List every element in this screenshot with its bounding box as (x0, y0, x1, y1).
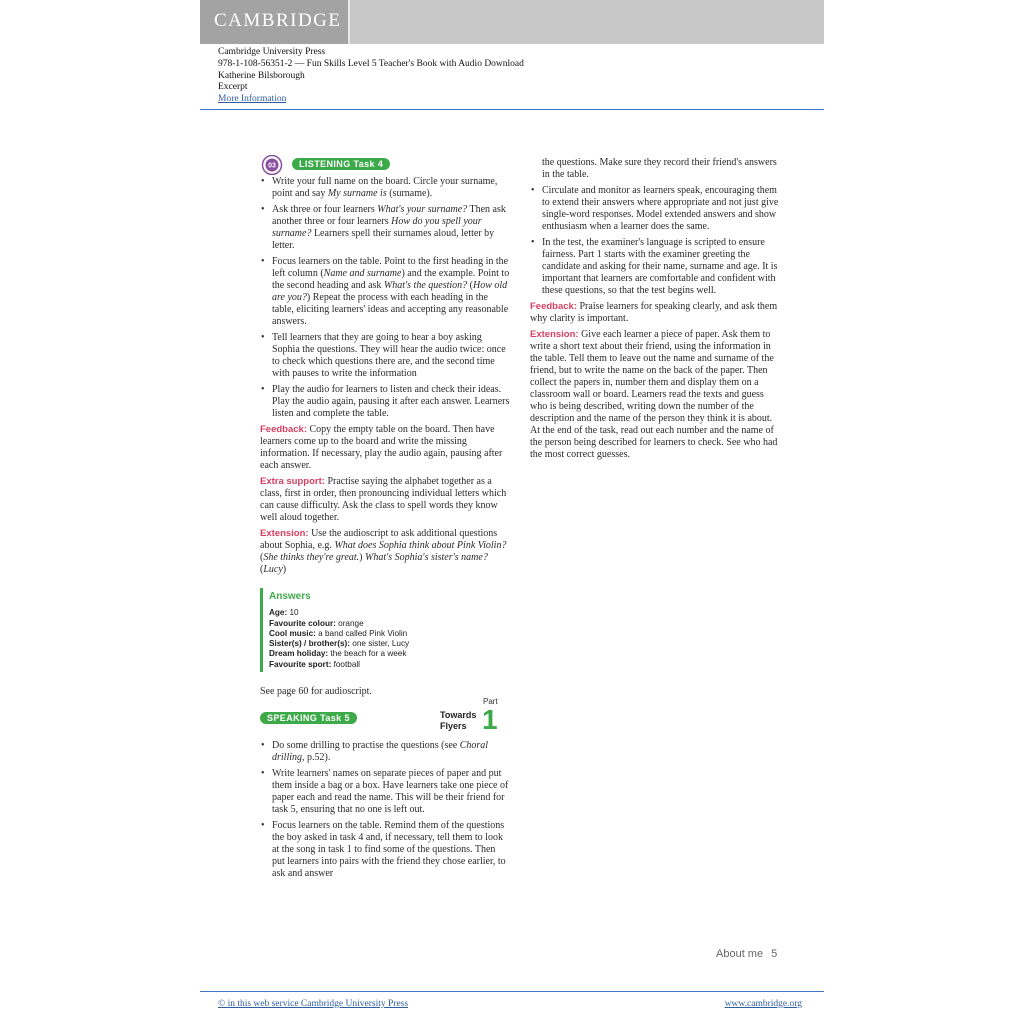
listening-note: Extension: Use the audioscript to ask additional questions about Sophia, e.g. What does Sophia think about Pink Violin? (She thinks they're great.) What's Sophia's sister's name? (Lucy) (260, 528, 507, 575)
more-information-link[interactable]: More Information (218, 94, 287, 105)
page-footer (716, 948, 777, 960)
listening-note: Feedback: Copy the empty table on the board. Then have learners come up to the board and write the missing information. If necessary, play the audio again, pausing after each answer. (260, 424, 503, 471)
book-metadata (218, 47, 524, 106)
audio-track-icon[interactable] (260, 155, 284, 175)
feedback-text: Praise learners for speaking clearly, and ask them why clarity is important. (530, 301, 778, 324)
part-number: 1 (482, 704, 498, 736)
cambridge-logo (200, 0, 350, 44)
right-bullet: • In the test, the examiner's language is scripted to ensure fairness. Part 1 starts with the examiner greeting the candidate and asking for their name, surname and age. It is important that learners are comfortable and confident with these questions, so that the test begins well. (530, 237, 780, 297)
logo-text: CAMBRIDGE (214, 10, 342, 31)
speaking-task-pill: SPEAKING Task 5 (260, 712, 357, 724)
answer-row: Favourite colour: orange (269, 618, 364, 628)
right-extension (530, 329, 780, 461)
section-name: About me (716, 948, 764, 960)
answer-row: Age: 10 (269, 608, 299, 618)
note-label: Extension: (260, 528, 309, 539)
audioscript-note: See page 60 for audioscript. (260, 686, 372, 698)
listening-bullet: • Focus learners on the table. Point to the first heading in the left column (Name and surname) and the example. Point to the second heading and ask What's the question? (How old are you?) Repeat the process with each heading in the table, eliciting learners' ideas and accepting any reasonable answers. (260, 256, 510, 328)
answers-box (260, 588, 510, 672)
speaking-task-header (260, 697, 510, 740)
listening-bullets (260, 176, 510, 420)
listening-task-header (260, 158, 510, 174)
copyright (218, 999, 408, 1009)
cambridge-banner (200, 0, 824, 44)
website-link[interactable]: www.cambridge.org (724, 999, 802, 1009)
author: Katherine Bilsborough (218, 70, 305, 81)
feedback-label: Feedback: (530, 301, 577, 312)
answers-title: Answers (269, 591, 311, 602)
listening-task-pill: LISTENING Task 4 (292, 158, 390, 170)
towards-label: Towards (440, 710, 477, 721)
footer-rule (200, 991, 824, 992)
answers-list (269, 608, 510, 670)
excerpt-label: Excerpt (218, 82, 248, 93)
speaking-bullet: • Write learners' names on separate pieces of paper and put them inside a bag or a box. Have learners take one piece of paper each and read the name. This will be their friend for task 5, ensuring that no one is left out. (260, 768, 510, 816)
answer-row: Cool music: a band called Pink Violin (269, 628, 408, 638)
part-label: Part (483, 697, 498, 707)
note-label: Feedback: (260, 424, 307, 435)
answer-row: Favourite sport: football (269, 659, 361, 669)
extension-label: Extension: (530, 329, 579, 340)
answer-row: Dream holiday: the beach for a week (269, 649, 407, 659)
listening-note: Extra support: Practise saying the alphabet together as a class, first in order, then pronouncing individual letters which can cause difficulty. Ask the class to spell words they know well aloud together. (260, 476, 507, 523)
website (725, 999, 802, 1009)
listening-bullet: • Ask three or four learners What's your surname? Then ask another three or four learners How do you spell your surname? Learners spell their surnames aloud, letter by letter. (260, 204, 510, 252)
right-bullet: • Circulate and monitor as learners speak, encouraging them to extend their answers where appropriate and not just give single-word responses. Model extended answers and show enthusiasm when a learner does the same. (530, 185, 780, 233)
towards-flyers (440, 710, 476, 732)
speaking-bullets (260, 740, 510, 880)
continuation-text: the questions. Make sure they record their friend's answers in the table. (542, 157, 777, 180)
listening-bullet: • Write your full name on the board. Circle your surname, point and say My surname is (surname). (260, 176, 510, 200)
listening-bullet: • Play the audio for learners to listen and check their ideas. Play the audio again, pausing it after each answer. Learners listen and complete the table. (260, 384, 510, 420)
left-column (260, 158, 510, 884)
listening-notes (260, 424, 510, 576)
isbn-title: 978-1-108-56351-2 — Fun Skills Level 5 Teacher's Book with Audio Download (218, 58, 524, 69)
flyers-label: Flyers (440, 721, 467, 732)
header-rule (200, 109, 824, 110)
track-number: 03 (268, 162, 276, 170)
right-bullets (530, 185, 780, 297)
extension-text: Give each learner a piece of paper. Ask them to write a short text about their friend, using the information in the table. Tell them to leave out the name and surname of the friend, but to write the name on the back of the paper. Then collect the papers in, number them and display them on a classroom wall or board. Learners read the texts and guess who is being described, writing down the number of the description and the name of the person they think it is about. At the end of the task, read out each number and the name of the person being described for learners to check. See who had the most correct guesses. (530, 329, 778, 460)
answer-row: Sister(s) / brother(s): one sister, Lucy (269, 639, 410, 649)
right-feedback (530, 301, 780, 325)
speaking-bullet: • Focus learners on the table. Remind them of the questions the boy asked in task 4 and, if necessary, tell them to look at the song in task 1 to find some of the questions. Then put learners into pairs with the friend they chose earlier, to ask and answer (260, 820, 510, 880)
note-label: Extra support: (260, 476, 325, 487)
right-column (530, 157, 780, 465)
publisher: Cambridge University Press (218, 47, 326, 57)
copyright-link[interactable]: © in this web service Cambridge University Press (218, 999, 409, 1009)
listening-bullet: • Tell learners that they are going to hear a boy asking Sophia the questions. They will hear the audio twice: once to check which questions there are, and the second time with pauses to write the information (260, 332, 510, 380)
page-number: 5 (771, 948, 778, 960)
speaking-bullet: • Do some drilling to practise the questions (see Choral drilling, p.52). (260, 740, 510, 764)
